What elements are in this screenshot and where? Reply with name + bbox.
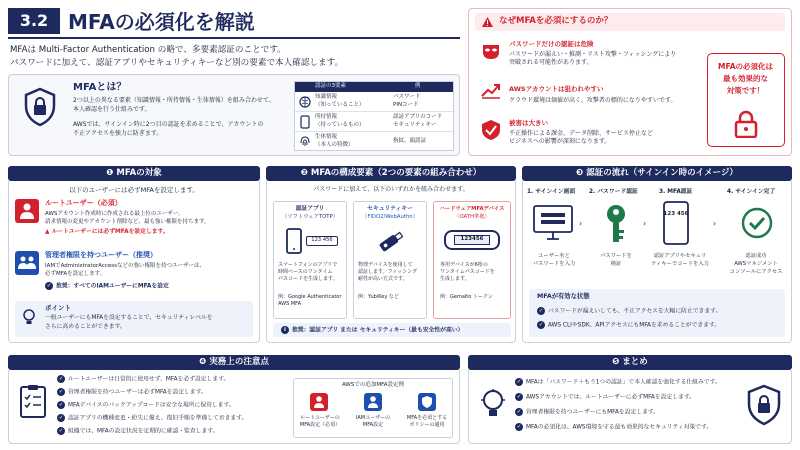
example-label: ポリシーの適用 — [409, 422, 445, 428]
example-label: MFAを必須とする — [406, 415, 448, 421]
shield-lock-icon — [23, 87, 57, 127]
admin-users-icon — [17, 255, 37, 271]
example-label: MFA設定（必須） — [299, 422, 341, 428]
what-line-2: 本人確認を行う仕組みです。 — [73, 106, 151, 113]
why-mfa-panel — [468, 8, 792, 156]
usb-key-icon — [376, 228, 406, 254]
what-is-mfa-panel — [8, 74, 460, 156]
root-user-icon — [313, 395, 325, 409]
shield-lock-icon — [747, 384, 781, 426]
smartphone-icon — [300, 115, 310, 129]
notes-panel — [8, 370, 460, 444]
trend-up-icon — [481, 81, 501, 99]
note-item — [57, 388, 207, 397]
factor-example-2: セキュリティキー — [393, 122, 437, 128]
elements-recommendation-text: 推奨：認証アプリ または セキュリティキー（最も安全性が高い） — [292, 327, 464, 334]
why-item-title: 被害は大きい — [509, 119, 548, 127]
factor-desc: （本人の特徴） — [315, 142, 354, 148]
card-title: ハードウェアMFAデバイス — [439, 206, 505, 212]
arrow-icon: › — [643, 219, 647, 228]
card-title: 認証アプリ — [295, 206, 325, 212]
lightbulb-icon — [21, 308, 37, 326]
card-example: AWS MFA — [278, 301, 302, 307]
padlock-icon — [734, 110, 758, 138]
card-desc: 認証します。フィッシング — [358, 269, 417, 275]
factors-header-col1: 認証の3要素 — [315, 83, 346, 89]
title-underline — [8, 37, 460, 39]
info-icon: i — [281, 326, 289, 334]
card-subtitle: （OATH準拠） — [454, 214, 490, 220]
note-text: 認証アプリの機種変更・紛失に備え、復旧手順を準備しておきます。 — [68, 415, 248, 422]
flow-step-desc: 認証成功 — [745, 253, 767, 259]
card-desc: ワンタイムパスコードを — [440, 269, 495, 275]
flow-step-desc: パスワードを — [600, 253, 632, 259]
admin-user-title: 管理者権限を持つユーザー（推奨） — [45, 251, 157, 259]
flow-step-title: 3. MFA認証 — [659, 189, 693, 195]
factor-desc: （持っているもの） — [315, 122, 365, 128]
card-example: 例：Gemalto トークン — [440, 294, 493, 300]
mfa-effective-item — [537, 321, 720, 330]
example-label: IAMユーザーの — [355, 415, 391, 421]
card-desc: 時間ベースのワンタイム — [278, 269, 333, 275]
hardware-mfa-card — [433, 201, 511, 319]
smartphone-icon — [286, 228, 302, 254]
flow-step-desc: ユーザー名と — [538, 253, 570, 259]
card-desc: パスコードを生成します。 — [278, 276, 338, 282]
intro-line-1: MFAは Multi-Factor Authentication の略で、多要素認証のことです。 — [10, 45, 286, 55]
card-subtitle: （FIDO2/WebAuthn） — [362, 214, 418, 220]
callout-box — [707, 53, 785, 147]
factors-header-col2: 例 — [415, 83, 421, 89]
point-title: ポイント — [45, 304, 71, 312]
arrow-icon: › — [579, 219, 583, 228]
card-example: 例：Google Authenticator — [278, 294, 342, 300]
flow-step-title: 2. パスワード認証 — [589, 189, 638, 195]
note-text: 組織では、MFAの設定状況を定期的に確認・監査します。 — [68, 428, 219, 435]
flow-step-desc: パスワードを入力 — [532, 261, 576, 267]
note-item — [57, 414, 247, 423]
extra-mfa-title: AWSでの追加MFA設定例 — [341, 382, 405, 388]
check-icon: ✓ — [46, 283, 52, 289]
factors-table — [294, 81, 454, 151]
admin-user-desc: 必ずMFAを設定します。 — [45, 271, 106, 277]
flow-step-desc: コンソールにアクセス — [729, 269, 783, 275]
elements-intro: パスワードに加えて、以下のいずれかを組み合わせます。 — [313, 186, 469, 193]
factor-name: 所持情報 — [315, 114, 338, 120]
card-desc: 耐性が高い方式です。 — [358, 276, 408, 282]
flow-step-desc: 認証アプリやセキュリ — [653, 253, 707, 259]
point-desc: 一般ユーザーにもMFAを設定することで、セキュリティレベルを — [45, 315, 213, 321]
callout-line-2: 最も効果的な — [723, 74, 768, 83]
check-icon: ✓ — [58, 428, 64, 434]
why-item-desc: ビジネスへの影響が深刻になります。 — [509, 138, 611, 145]
factor-example: パスワード — [393, 94, 421, 100]
what-title: MFAとは？ — [73, 82, 127, 93]
notes-section-header: ❹ 実務上の注意点 — [8, 355, 460, 370]
why-item-title: パスワードだけの認証は危険 — [509, 40, 594, 48]
table-row — [295, 112, 453, 132]
admin-recommendation-text: 推奨：すべてのIAMユーザーにMFAを設定 — [56, 283, 169, 290]
mfa-effective-text: パスワードが漏えいしても、不正アクセスを大幅に防止できます。 — [548, 308, 722, 315]
success-check-icon — [741, 207, 773, 239]
card-title: セキュリティキー — [367, 206, 413, 212]
callout-line-3: 対策です！ — [726, 86, 765, 95]
why-item-desc: 不正操作による課金、データ削除、サービス停止など — [509, 130, 654, 137]
hacker-mask-icon — [481, 41, 501, 61]
table-row — [295, 132, 453, 151]
note-text: ルートユーザーは日常的に使用せず、MFAを必ず設定します。 — [68, 376, 230, 383]
root-user-title: ルートユーザー（必須） — [45, 199, 122, 207]
factor-name: 知識情報 — [315, 94, 338, 100]
summary-text: MFAは「パスワード＋もう1つの認証」で本人確認を強化する仕組みです。 — [526, 379, 721, 386]
why-item-title: AWSアカウントは狙われやすい — [509, 85, 604, 93]
flow-panel — [522, 181, 792, 343]
iam-user-icon — [367, 395, 379, 409]
factor-example: 指紋、顔認証 — [393, 138, 427, 144]
lightbulb-icon — [481, 388, 505, 420]
factor-example: 認証アプリのコード — [393, 114, 443, 120]
why-title: なぜMFAを必須にするのか？ — [499, 16, 613, 26]
brain-icon — [299, 96, 311, 108]
mfa-effective-item — [537, 307, 721, 316]
root-user-warning: ▲ ルートユーザーには必ずMFAを設定します。 — [45, 229, 169, 235]
target-intro: 以下のユーザーには必ずMFAを設定します。 — [69, 186, 199, 194]
card-desc: 専用デバイスが6桁の — [440, 262, 488, 268]
intro-line-2: パスワードに加えて、認証アプリやセキュリティキーなど別の要素で本人確認します。 — [10, 58, 344, 68]
what-line-1: 2つ以上の異なる要素（知識情報・所持情報・生体情報）を組み合わせて、 — [73, 97, 275, 104]
check-icon: ✓ — [516, 409, 522, 415]
summary-item — [515, 393, 695, 402]
elements-section-header: ❷ MFAの構成要素（2つの要素の組み合わせ） — [266, 166, 516, 181]
checklist-icon — [19, 384, 47, 418]
check-icon: ✓ — [58, 415, 64, 421]
flow-step-title: 4. サインイン完了 — [727, 189, 776, 195]
summary-section-header: ❺ まとめ — [468, 355, 792, 370]
summary-item — [515, 423, 712, 432]
flow-step-desc: 検証 — [610, 261, 622, 267]
summary-panel — [468, 370, 792, 444]
admin-user-desc: IAMでAdministratorAccessなどの強い権限を持つユーザーは、 — [45, 263, 205, 269]
check-icon: ✓ — [58, 402, 64, 408]
summary-text: 管理者権限を持つユーザーにもMFAを設定します。 — [526, 409, 660, 416]
why-item-desc: クラウド環境は価値が高く、攻撃者の標的になりやすいです。 — [509, 97, 677, 104]
check-icon: ✓ — [516, 379, 522, 385]
why-item-desc: パスワードが漏えい・推測・リスト攻撃・フィッシングにより — [509, 51, 677, 58]
factor-example-2: PINコード — [393, 102, 419, 108]
fingerprint-icon — [299, 135, 311, 147]
factor-desc: （知っていること） — [315, 102, 365, 108]
monitor-login-icon — [533, 205, 573, 241]
flow-section-header: ❸ 認証の流れ（サインイン時のイメージ） — [522, 166, 792, 181]
flow-code-text: 123 456 — [663, 211, 689, 217]
warning-icon — [481, 16, 494, 28]
target-section-header: ❶ MFAの対象 — [8, 166, 260, 181]
example-label: MFA設定 — [362, 422, 384, 428]
why-item-desc: 突破される可能性があります。 — [509, 59, 593, 66]
section-badge: 3.2 — [8, 8, 60, 34]
check-icon: ✓ — [58, 376, 64, 382]
mfa-effective-title: MFAが有効な状態 — [537, 293, 590, 300]
flow-step-desc: AWSマネジメント — [734, 261, 778, 267]
token-code-text: 123456 — [460, 236, 484, 242]
root-user-warning-text: ルートユーザーには必ずMFAを設定します。 — [51, 229, 169, 235]
note-item — [57, 401, 235, 410]
flow-step-title: 1. サインイン画面 — [527, 189, 576, 195]
root-user-desc: 請求情報の変更やアカウント削除など、最も強い権限を持ちます。 — [45, 219, 210, 225]
note-item — [57, 427, 218, 436]
check-icon: ✓ — [516, 394, 522, 400]
what-line-4: 不正アクセスを強力に防ぎます。 — [73, 130, 163, 137]
smartphone-code-icon — [663, 201, 689, 245]
example-label: ルートユーザーの — [300, 415, 340, 421]
flow-step-desc: ティキーでコードを入力 — [651, 261, 709, 267]
root-user-desc: AWSアカウント作成時に作成される最上位のユーザー。 — [45, 211, 184, 217]
shield-check-icon — [481, 119, 501, 141]
summary-text: MFAの必須化は、AWS環境を守る最も効果的なセキュリティ対策です。 — [526, 424, 713, 431]
note-text: MFAデバイスのバックアップコードは安全な場所に保管します。 — [68, 402, 235, 409]
policy-shield-icon — [421, 395, 433, 409]
code-text: 123 456 — [311, 237, 333, 243]
check-icon: ✓ — [516, 424, 522, 430]
security-key-card — [353, 201, 427, 319]
admin-recommendation — [45, 282, 169, 291]
summary-item — [515, 408, 659, 417]
key-icon — [599, 203, 633, 245]
page-title: MFAの必須化を解説 — [68, 10, 255, 34]
point-desc: さらに高めることができます。 — [45, 324, 126, 330]
factor-name: 生体情報 — [315, 134, 338, 140]
table-row — [295, 92, 453, 112]
card-example: 例：YubiKey など — [358, 294, 399, 300]
note-text: 管理者権限を持つユーザーは必ずMFAを設定します。 — [68, 389, 207, 396]
summary-text: AWSアカウントでは、ルートユーザーに必ずMFAを設定します。 — [526, 394, 695, 401]
extra-mfa-examples-box — [293, 378, 453, 438]
card-subtitle: （ソフトウェアTOTP） — [282, 214, 338, 220]
card-desc: 生成します。 — [440, 276, 470, 282]
mfa-effective-text: AWS CLIやSDK、APIアクセスにもMFAを求めることができます。 — [548, 322, 721, 329]
card-desc: スマートフォンのアプリで — [278, 262, 338, 268]
elements-recommendation — [281, 326, 463, 335]
elements-panel — [266, 181, 516, 343]
arrow-icon: › — [713, 219, 717, 228]
what-line-3: AWSでは、サインイン時に2つ目の認証を求めることで、アカウントの — [73, 121, 264, 128]
check-icon: ✓ — [538, 322, 544, 328]
root-user-icon — [19, 202, 35, 220]
card-desc: 物理デバイスを使用して — [358, 262, 413, 268]
check-icon: ✓ — [538, 308, 544, 314]
target-panel — [8, 181, 260, 343]
note-item — [57, 375, 229, 384]
auth-app-card — [273, 201, 347, 319]
summary-item — [515, 378, 721, 387]
check-icon: ✓ — [58, 389, 64, 395]
callout-line-1: MFAの必須化は — [717, 62, 774, 71]
